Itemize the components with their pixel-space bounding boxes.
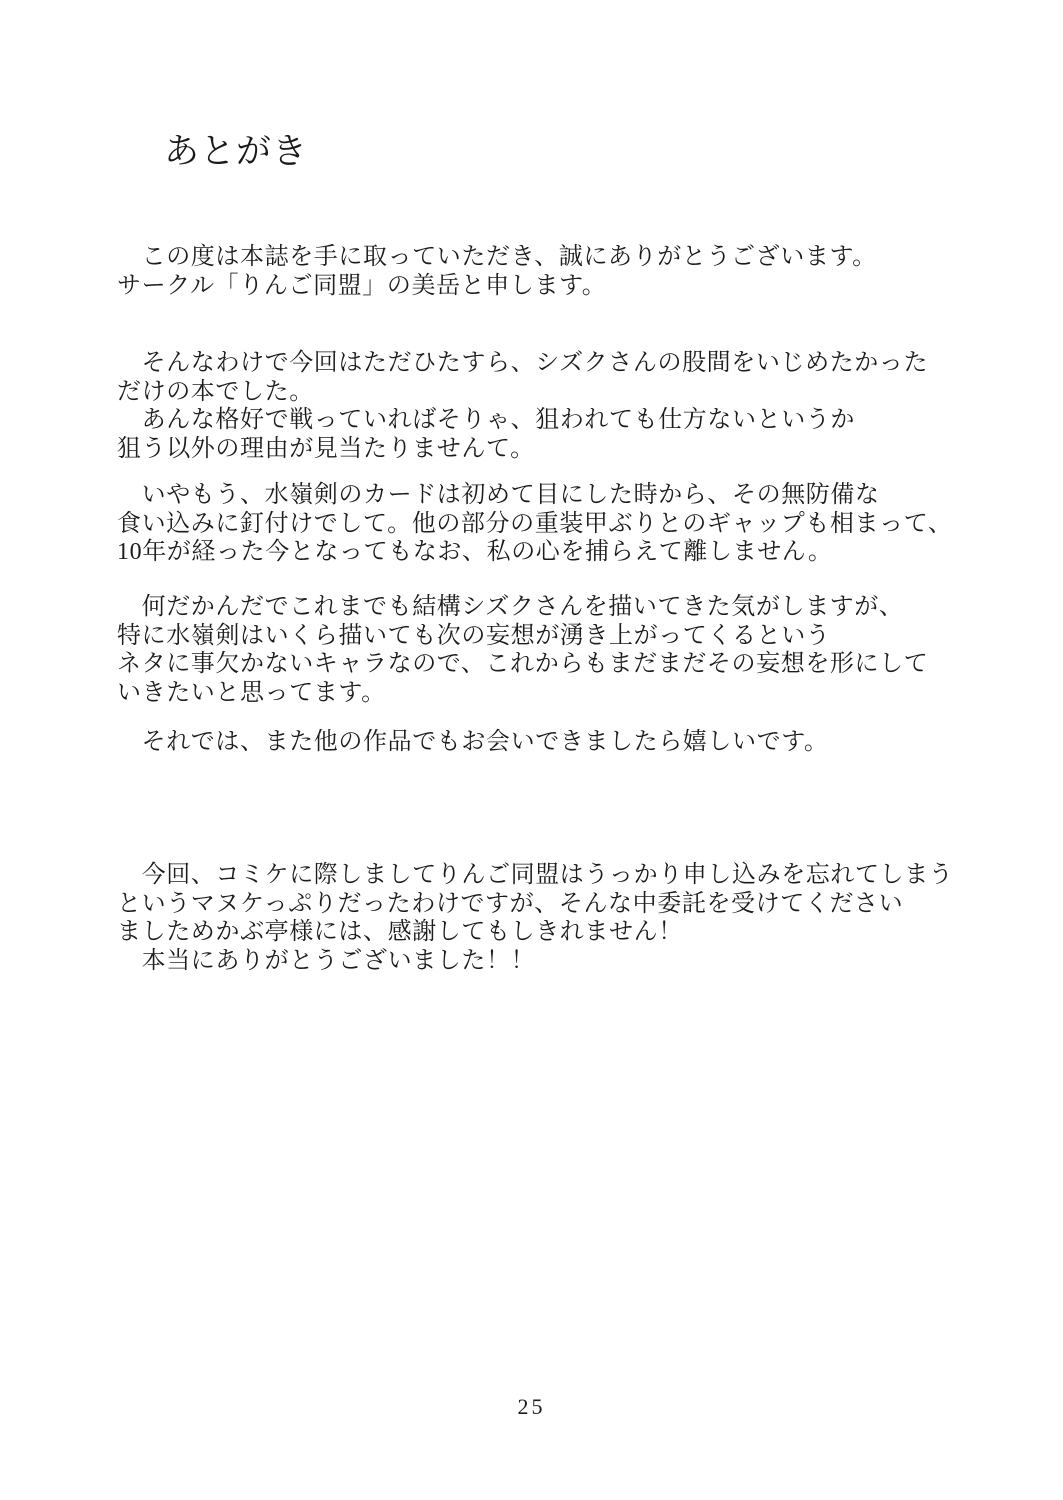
text-line: この度は本誌を手に取っていただき、誠にありがとうございます。	[117, 244, 877, 270]
text-line: それでは、また他の作品でもお会いできましたら嬉しいです。	[117, 729, 829, 755]
text-line: そんなわけで今回はただひたすら、シズクさんの股間をいじめたかった	[117, 350, 929, 376]
paragraph-future-plans	[117, 593, 987, 707]
paragraph-farewell	[117, 728, 987, 757]
page-title: あとがき	[164, 132, 309, 172]
text-line: 本当にありがとうございました！！	[117, 947, 536, 974]
text-line: 狙う以外の理由が見当たりませんて。	[117, 435, 535, 462]
page-number: 25	[517, 1394, 546, 1419]
text-line: だけの本でした。	[117, 378, 314, 405]
text-line: 10年が経った今となってもなお、私の心を捕らえて離しません。	[117, 539, 833, 565]
text-line: というマヌケっぷりだったわけですが、そんな中委託を受けてください	[117, 890, 904, 917]
paragraph-thanks	[117, 861, 987, 975]
text-line: あんな格好で戦っていればそりゃ、狙われても仕方ないというか	[117, 407, 855, 433]
paragraph-card-impression	[117, 481, 987, 567]
text-line: サークル「りんご同盟」の美岳と申します。	[117, 272, 607, 299]
text-line: いきたいと思ってます。	[117, 679, 386, 706]
paragraph-concept	[117, 349, 987, 463]
text-line: ネタに事欠かないキャラなので、これからもまだまだその妄想を形にして	[117, 651, 929, 677]
text-line: 何だかんだでこれまでも結構シズクさんを描いてきた気がしますが、	[117, 594, 904, 620]
text-line: 特に水嶺剣はいくら描いても次の妄想が湧き上がってくるという	[117, 622, 831, 649]
text-line: ましためかぶ亭様には、感謝してもしきれません！	[117, 919, 683, 945]
text-line: いやもう、水嶺剣のカードは初めて目にした時から、その無防備な	[117, 482, 880, 508]
text-line: 食い込みに釘付けでして。他の部分の重装甲ぶりとのギャップも相まって、	[117, 510, 953, 537]
paragraph-greeting	[117, 243, 987, 300]
text-line: 今回、コミケに際しましてりんご同盟はうっかり申し込みを忘れてしまう	[117, 862, 954, 888]
